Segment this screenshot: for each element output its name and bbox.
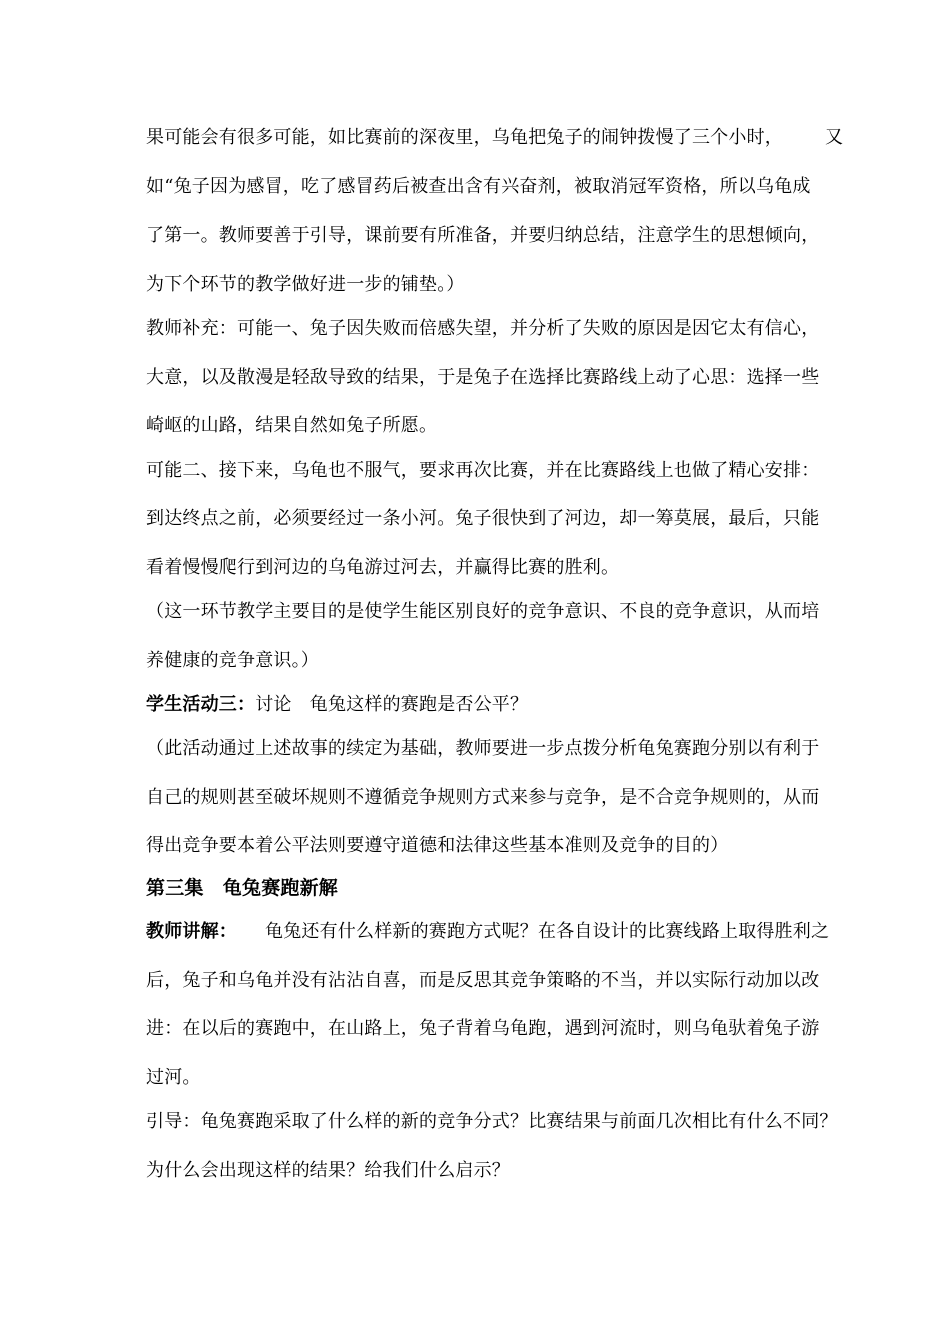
paragraph-line: 进：在以后的赛跑中，在山路上，兔子背着乌龟跑，遇到河流时，则乌龟驮着兔子游	[146, 1018, 820, 1039]
paragraph-line: 崎岖的山路，结果自然如兔子所愿。	[146, 415, 438, 436]
paragraph-line: 养健康的竞争意识。）	[146, 650, 319, 671]
lecture-line	[146, 921, 829, 943]
lecture-label: 教师讲解：	[146, 921, 237, 942]
lecture-text: 龟兔还有什么样新的赛跑方式呢？在各自设计的比赛线路上取得胜利之	[265, 921, 830, 942]
paragraph-line: 自己的规则甚至破坏规则不遵循竞争规则方式来参与竞争，是不合竞争规则的，从而	[146, 787, 820, 808]
paragraph-line: （此活动通过上述故事的续定为基础，教师要进一步点拨分析龟兔赛跑分别以有利于	[146, 738, 820, 759]
paragraph-line: 到达终点之前，必须要经过一条小河。兔子很快到了河边，却一筹莫展，最后，只能	[146, 508, 820, 529]
paragraph-line: 大意，以及散漫是轻敌导致的结果，于是兔子在选择比赛路线上动了心思：选择一些	[146, 367, 820, 388]
activity-text: 讨论 龟兔这样的赛跑是否公平？	[255, 694, 529, 715]
paragraph-line: 可能二、接下来，乌龟也不服气，要求再次比赛，并在比赛路线上也做了精心安排：	[146, 460, 820, 481]
paragraph-line: 后，兔子和乌龟并没有沾沾自喜，而是反思其竞争策略的不当，并以实际行动加以改	[146, 970, 820, 991]
paragraph-line: 过河。	[146, 1067, 201, 1088]
paragraph-line: 看着慢慢爬行到河边的乌龟游过河去，并赢得比赛的胜利。	[146, 557, 620, 578]
activity-line	[146, 694, 528, 716]
paragraph-line: 得出竞争要本着公平法则要遵守道德和法律这些基本准则及竞争的目的）	[146, 835, 729, 856]
paragraph-line: 引导：龟兔赛跑采取了什么样的新的竞争分式？比赛结果与前面几次相比有什么不同？	[146, 1111, 838, 1132]
paragraph-line: 了第一。教师要善于引导，课前要有所准备，并要归纳总结，注意学生的思想倾向，	[146, 225, 820, 246]
paragraph-line: 教师补充：可能一、兔子因失败而倍感失望，并分析了失败的原因是因它太有信心，	[146, 318, 820, 339]
section-heading: 第三集 龟兔赛跑新解	[146, 877, 339, 899]
paragraph-line	[146, 127, 843, 149]
paragraph-line: 为什么会出现这样的结果？给我们什么启示？	[146, 1160, 510, 1181]
paragraph-line: 为下个环节的教学做好进一步的铺垫。）	[146, 274, 465, 295]
paragraph-line: （这一环节教学主要目的是使学生能区别良好的竞争意识、不良的竞争意识，从而培	[146, 601, 820, 622]
line-text: 又	[825, 127, 844, 148]
line-text: 果可能会有很多可能，如比赛前的深夜里，乌龟把兔子的闹钟拨慢了三个小时，	[146, 127, 783, 148]
paragraph-line: 如“兔子因为感冒，吃了感冒药后被查出含有兴奋剂，被取消冠军资格，所以乌龟成	[146, 176, 811, 197]
activity-label: 学生活动三：	[146, 694, 256, 715]
